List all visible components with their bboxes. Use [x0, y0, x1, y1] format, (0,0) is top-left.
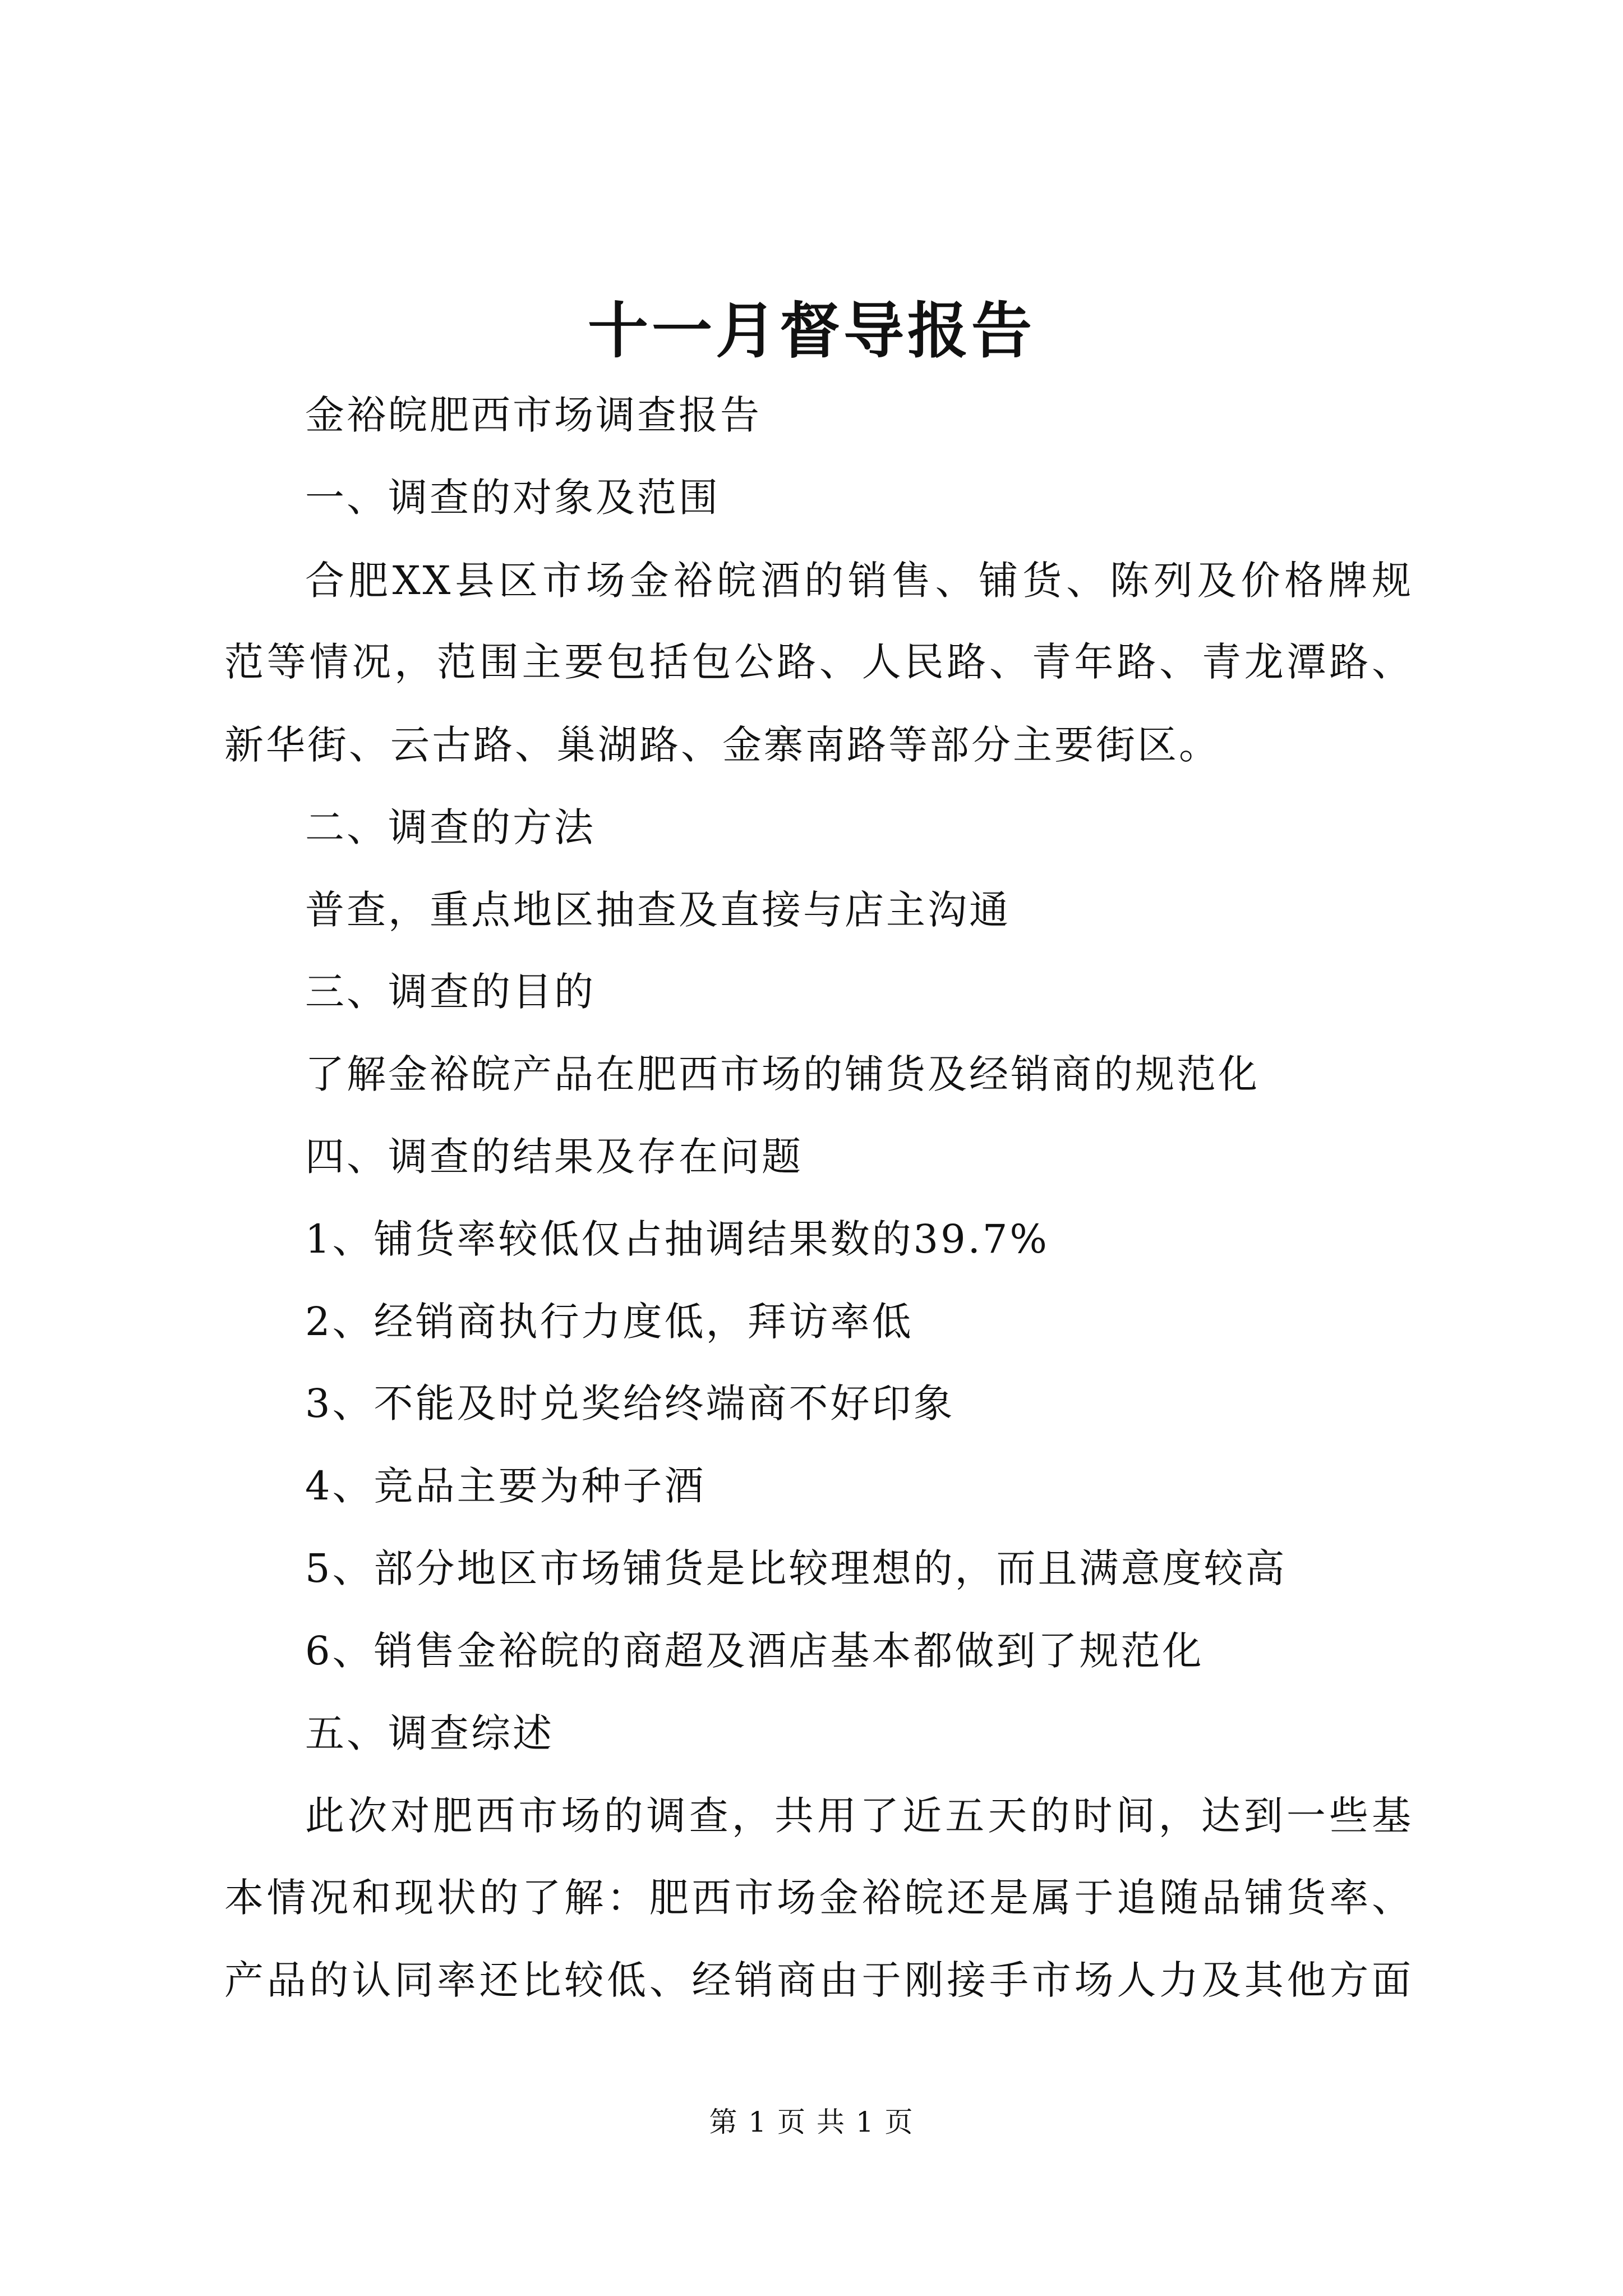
list-item: 2、经销商执行力度低，拜访率低 — [305, 1299, 914, 1345]
paragraph-line: 新华街、云古路、巢湖路、金寨南路等部分主要街区。 — [224, 722, 1220, 768]
section-heading-3: 三、调查的目的 — [305, 969, 596, 1015]
paragraph-line: 普查，重点地区抽查及直接与店主沟通 — [305, 887, 1011, 933]
list-item: 3、不能及时兑奖给终端商不好印象 — [305, 1381, 955, 1427]
paragraph-line: 范等情况，范围主要包括包公路、人民路、青年路、青龙潭路、 — [224, 639, 1413, 685]
paragraph-line: 本情况和现状的了解：肥西市场金裕皖还是属于追随品铺货率、 — [224, 1875, 1413, 1921]
section-heading-1: 一、调查的对象及范围 — [305, 475, 720, 521]
page-footer: 第 1 页 共 1 页 — [709, 2106, 914, 2138]
paragraph-line: 产品的认同率还比较低、经销商由于刚接手市场人力及其他方面 — [224, 1957, 1413, 2003]
document-title: 十一月督导报告 — [587, 296, 1035, 366]
paragraph-line: 了解金裕皖产品在肥西市场的铺货及经销商的规范化 — [305, 1051, 1260, 1097]
list-item: 4、竞品主要为种子酒 — [305, 1463, 706, 1509]
paragraph-line: 合肥XX县区市场金裕皖酒的销售、铺货、陈列及价格牌规 — [305, 558, 1413, 604]
section-heading-2: 二、调查的方法 — [305, 804, 596, 850]
list-item: 5、部分地区市场铺货是比较理想的，而且满意度较高 — [305, 1545, 1287, 1591]
list-item: 6、销售金裕皖的商超及酒店基本都做到了规范化 — [305, 1628, 1204, 1674]
list-item: 1、铺货率较低仅占抽调结果数的39.7% — [305, 1216, 1049, 1262]
section-heading-5: 五、调查综述 — [305, 1710, 554, 1756]
report-subtitle: 金裕皖肥西市场调查报告 — [305, 392, 762, 438]
paragraph-line: 此次对肥西市场的调查，共用了近五天的时间，达到一些基 — [305, 1793, 1413, 1839]
section-heading-4: 四、调查的结果及存在问题 — [305, 1134, 803, 1180]
